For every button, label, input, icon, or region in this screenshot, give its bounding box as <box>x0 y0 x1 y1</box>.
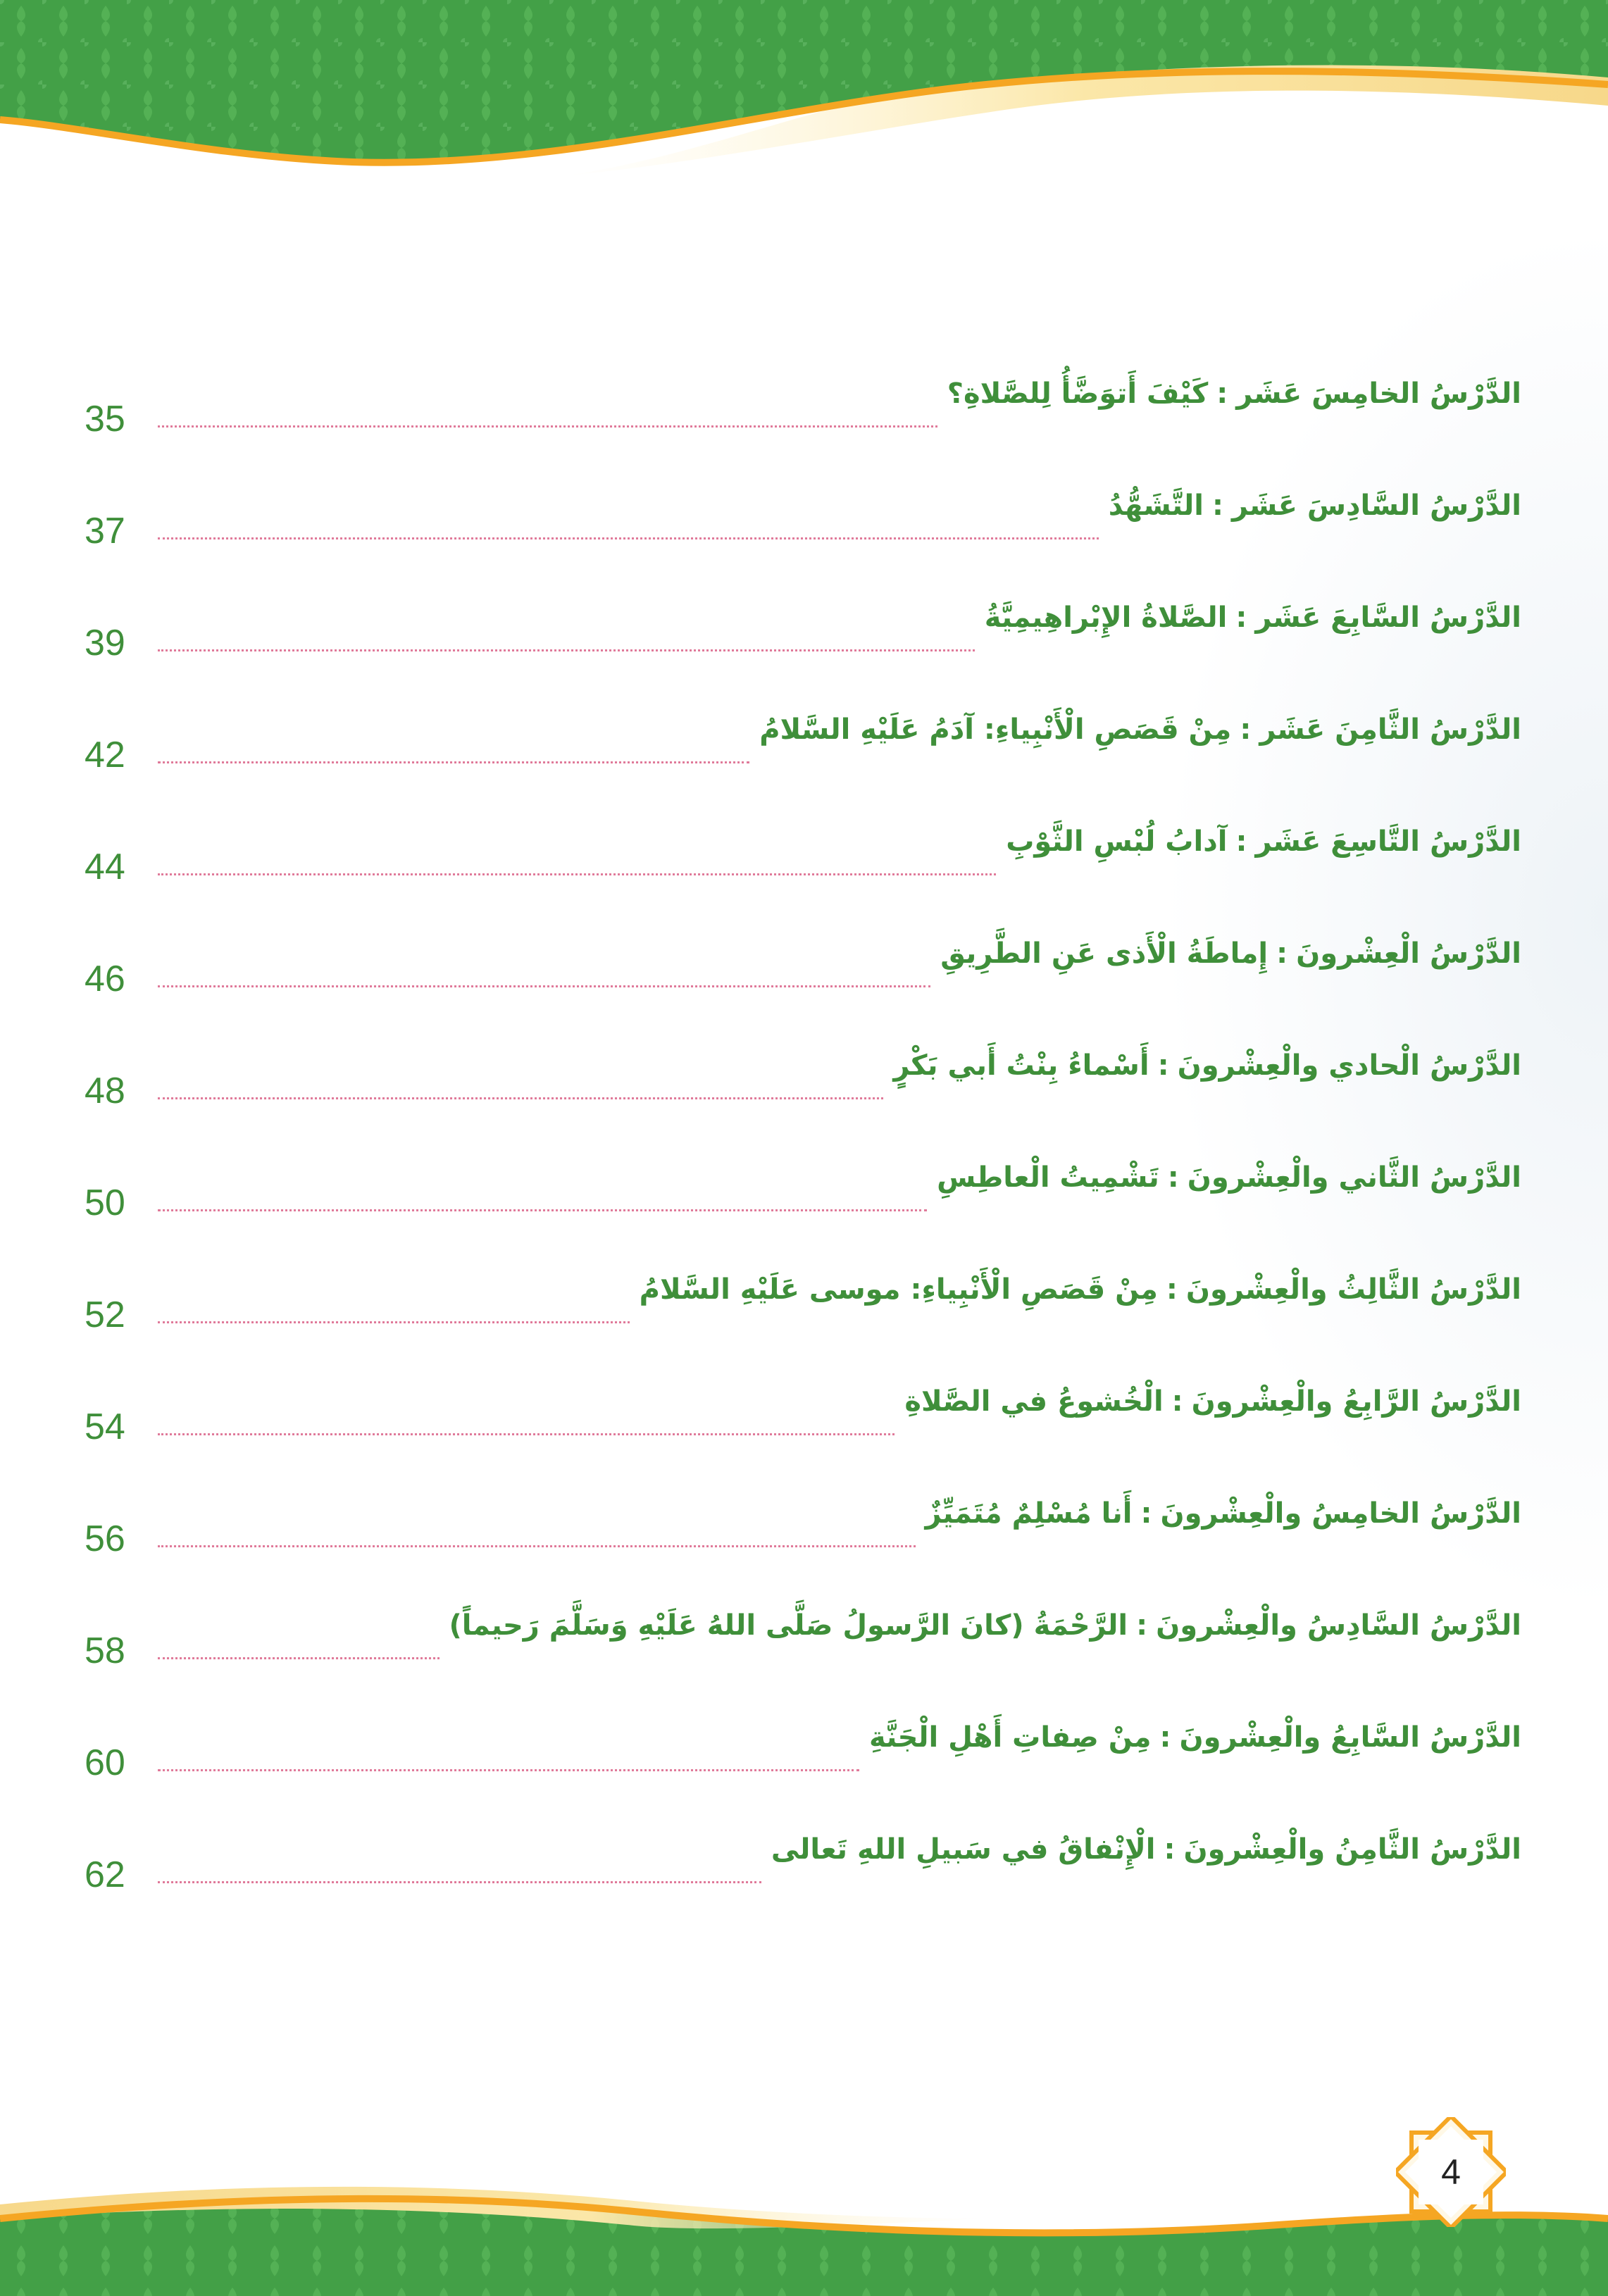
toc-lesson-label: الدَّرْسُ السَّادِسَ عَشَر <box>1232 489 1521 522</box>
toc-title: الدَّرْسُ الْحادي والْعِشْرونَ:أَسْماءُ بِنْتُ أَبي بَكْرٍ <box>893 1049 1521 1082</box>
dotted-leader <box>158 1209 927 1211</box>
toc-page-number: 50 <box>85 1183 125 1223</box>
toc-entry[interactable] <box>85 331 1521 443</box>
table-of-contents <box>85 331 1521 1899</box>
toc-title: الدَّرْسُ الرَّابِعُ والْعِشْرونَ:الْخُشوعُ في الصَّلاةِ <box>904 1385 1521 1418</box>
toc-page-number: 48 <box>85 1071 125 1111</box>
toc-entry[interactable] <box>85 1563 1521 1675</box>
toc-lesson-topic: أَنا مُسْلِمٌ مُتَمَيِّزٌ <box>925 1497 1133 1530</box>
toc-page-number: 42 <box>85 735 125 775</box>
top-decorative-band <box>0 0 1608 211</box>
toc-lesson-label: الدَّرْسُ السَّابِعُ والْعِشْرونَ <box>1179 1721 1521 1754</box>
toc-lesson-topic: مِنْ قَصَصِ الْأَنْبِياءِ: آدَمُ عَلَيْهِ السَّلامُ <box>759 713 1232 746</box>
dotted-leader <box>158 761 749 763</box>
toc-page-number: 52 <box>85 1294 125 1335</box>
dotted-leader <box>158 425 937 428</box>
toc-entry[interactable] <box>85 555 1521 667</box>
toc-entry[interactable] <box>85 1003 1521 1115</box>
dotted-leader <box>158 1769 859 1771</box>
toc-title: الدَّرْسُ السَّابِعَ عَشَر:الصَّلاةُ الإِبْراهِيمِيَّةُ <box>984 601 1521 634</box>
toc-title: الدَّرْسُ السَّادِسَ عَشَر:التَّشَهُّدُ <box>1108 489 1521 522</box>
toc-page-number: 39 <box>85 623 125 663</box>
toc-lesson-topic: الْخُشوعُ في الصَّلاةِ <box>904 1385 1164 1418</box>
dotted-leader <box>158 873 996 875</box>
toc-lesson-topic: كَيْفَ أَتوَضَّأُ لِلصَّلاةِ؟ <box>947 378 1209 410</box>
toc-lesson-label: الدَّرْسُ الثَّاني والْعِشْرونَ <box>1187 1161 1521 1194</box>
toc-entry[interactable] <box>85 1339 1521 1451</box>
toc-entry[interactable] <box>85 779 1521 891</box>
toc-lesson-topic: الصَّلاةُ الإِبْراهِيمِيَّةُ <box>984 601 1228 634</box>
toc-lesson-topic: مِنْ قَصَصِ الْأَنْبِياءِ: موسى عَلَيْهِ السَّلامُ <box>639 1273 1158 1306</box>
toc-title: الدَّرْسُ الثَّامِنَ عَشَر:مِنْ قَصَصِ الْأَنْبِياءِ: آدَمُ عَلَيْهِ السَّلامُ <box>759 713 1521 746</box>
toc-lesson-label: الدَّرْسُ الْعِشْرونَ <box>1296 937 1521 970</box>
toc-title: الدَّرْسُ الثَّاني والْعِشْرونَ:تَشْمِيتُ الْعاطِسِ <box>937 1161 1521 1194</box>
toc-title: الدَّرْسُ السَّابِعُ والْعِشْرونَ:مِنْ صِفاتِ أَهْلِ الْجَنَّةِ <box>869 1721 1521 1754</box>
toc-lesson-topic: آدابُ لُبْسِ الثَّوْبِ <box>1006 825 1228 858</box>
toc-title: الدَّرْسُ الثَّالِثُ والْعِشْرونَ:مِنْ قَصَصِ الْأَنْبِياءِ: موسى عَلَيْهِ السَّلامُ <box>639 1273 1521 1306</box>
toc-page-number: 62 <box>85 1854 125 1895</box>
toc-title: الدَّرْسُ التَّاسِعَ عَشَر:آدابُ لُبْسِ الثَّوْبِ <box>1006 825 1521 858</box>
toc-lesson-label: الدَّرْسُ الخامِسُ والْعِشْرونَ <box>1160 1497 1521 1530</box>
dotted-leader <box>158 1433 895 1435</box>
page-number-badge <box>1396 2117 1506 2227</box>
dotted-leader <box>158 1545 916 1547</box>
toc-lesson-label: الدَّرْسُ الرَّابِعُ والْعِشْرونَ <box>1191 1385 1521 1418</box>
toc-lesson-label: الدَّرْسُ السَّابِعَ عَشَر <box>1255 601 1521 634</box>
toc-lesson-label: الدَّرْسُ السَّادِسُ والْعِشْرونَ <box>1156 1609 1521 1642</box>
page-number: 4 <box>1441 2152 1461 2192</box>
toc-entry[interactable] <box>85 443 1521 555</box>
toc-page-number: 46 <box>85 959 125 999</box>
toc-lesson-topic: تَشْمِيتُ الْعاطِسِ <box>937 1161 1159 1194</box>
toc-entry[interactable] <box>85 1227 1521 1339</box>
toc-page-number: 60 <box>85 1742 125 1783</box>
toc-title: الدَّرْسُ الخامِسَ عَشَر:كَيْفَ أَتوَضَّأُ لِلصَّلاةِ؟ <box>947 378 1521 410</box>
dotted-leader <box>158 1657 440 1659</box>
toc-lesson-label: الدَّرْسُ الثَّامِنَ عَشَر <box>1259 713 1521 746</box>
dotted-leader <box>158 1097 883 1099</box>
toc-lesson-topic: إِماطَةُ الْأَذى عَنِ الطَّرِيقِ <box>940 937 1269 970</box>
toc-title: الدَّرْسُ السَّادِسُ والْعِشْرونَ:الرَّحْمَةُ (كانَ الرَّسولُ صَلَّى اللهُ عَلَيْهِ وَسَلَّمَ رَحيماً) <box>449 1609 1521 1642</box>
dotted-leader <box>158 537 1099 539</box>
toc-page-number: 37 <box>85 511 125 551</box>
toc-entry[interactable] <box>85 667 1521 779</box>
toc-lesson-label: الدَّرْسُ الثَّامِنُ والْعِشْرونَ <box>1183 1833 1521 1866</box>
bottom-decorative-band <box>0 2113 1608 2296</box>
toc-page-number: 35 <box>85 399 125 439</box>
toc-lesson-label: الدَّرْسُ الثَّالِثُ والْعِشْرونَ <box>1185 1273 1521 1306</box>
toc-title: الدَّرْسُ الخامِسُ والْعِشْرونَ:أَنا مُسْلِمٌ مُتَمَيِّزٌ <box>925 1497 1521 1530</box>
toc-lesson-topic: مِنْ صِفاتِ أَهْلِ الْجَنَّةِ <box>869 1721 1152 1754</box>
dotted-leader <box>158 985 930 987</box>
toc-lesson-label: الدَّرْسُ التَّاسِعَ عَشَر <box>1255 825 1521 858</box>
dotted-leader <box>158 1881 761 1883</box>
dotted-leader <box>158 1321 630 1323</box>
toc-lesson-label: الدَّرْسُ الخامِسَ عَشَر <box>1236 378 1521 410</box>
toc-lesson-topic: الرَّحْمَةُ (كانَ الرَّسولُ صَلَّى اللهُ عَلَيْهِ وَسَلَّمَ رَحيماً) <box>449 1609 1128 1642</box>
toc-title: الدَّرْسُ الثَّامِنُ والْعِشْرونَ:الْإِنْفاقُ في سَبيلِ اللهِ تَعالى <box>771 1833 1521 1866</box>
toc-entry[interactable] <box>85 1451 1521 1563</box>
toc-entry[interactable] <box>85 1787 1521 1899</box>
toc-page-number: 54 <box>85 1406 125 1447</box>
dotted-leader <box>158 649 975 651</box>
toc-lesson-label: الدَّرْسُ الْحادي والْعِشْرونَ <box>1177 1049 1521 1082</box>
toc-lesson-topic: التَّشَهُّدُ <box>1108 489 1204 522</box>
toc-lesson-topic: الْإِنْفاقُ في سَبيلِ اللهِ تَعالى <box>771 1833 1156 1866</box>
toc-entry[interactable] <box>85 1675 1521 1787</box>
toc-lesson-topic: أَسْماءُ بِنْتُ أَبي بَكْرٍ <box>893 1049 1149 1082</box>
toc-page-number: 58 <box>85 1630 125 1671</box>
toc-page-number: 56 <box>85 1518 125 1559</box>
toc-entry[interactable] <box>85 891 1521 1003</box>
toc-page-number: 44 <box>85 847 125 887</box>
toc-title: الدَّرْسُ الْعِشْرونَ:إِماطَةُ الْأَذى عَنِ الطَّرِيقِ <box>940 937 1521 970</box>
toc-entry[interactable] <box>85 1115 1521 1227</box>
